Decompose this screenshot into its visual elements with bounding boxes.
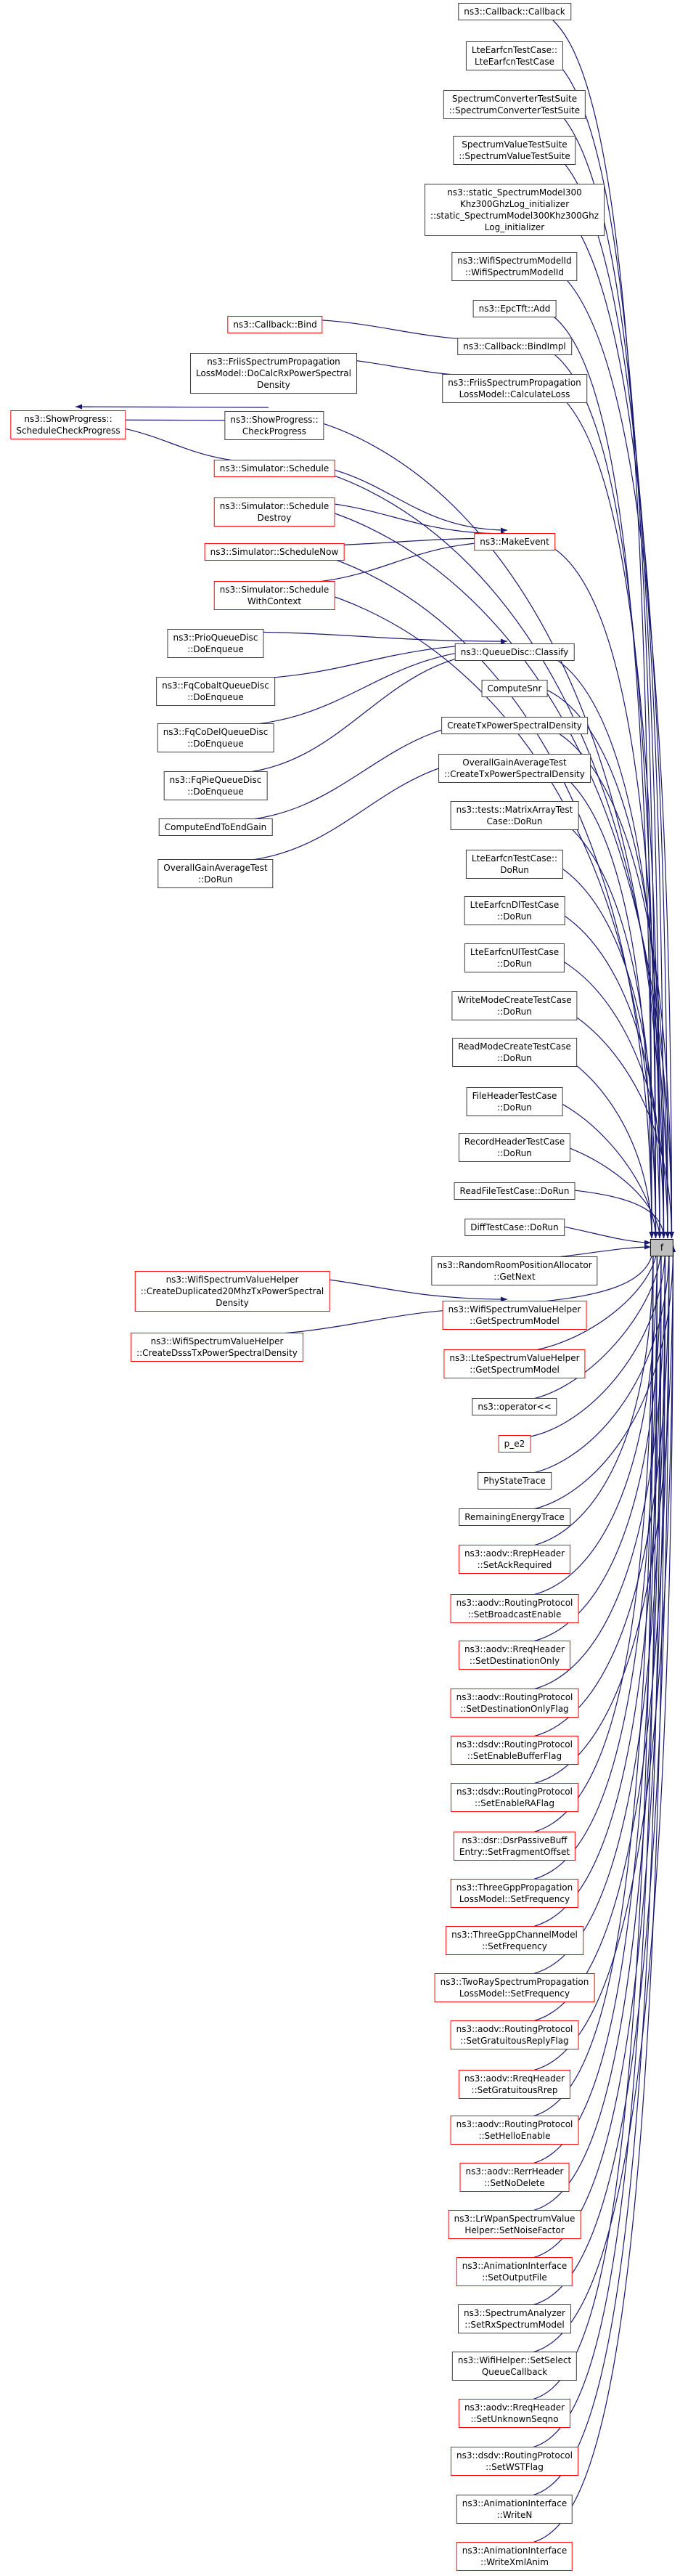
graph-node-makeevent[interactable] [474, 533, 555, 550]
graph-node-label: ns3::Simulator::Schedule [219, 585, 329, 595]
graph-node-ltespectrumvaluehelper-getspectrummodel[interactable] [443, 1349, 585, 1378]
graph-node-label: LossModel::SetFrequency [459, 1894, 570, 1904]
graph-node-queuedisc-classify[interactable] [455, 643, 575, 661]
graph-edge [221, 632, 507, 641]
graph-node-label: ns3::WifiHelper::SetSelect [457, 2355, 572, 2365]
graph-node-label: Case::DoRun [486, 816, 543, 826]
graph-node-label: ::WifiSpectrumModelId [465, 267, 564, 277]
graph-node-label: ns3::AnimationInterface [462, 2261, 568, 2271]
graph-node-writemodecreatetestcase-dorun[interactable] [451, 991, 577, 1020]
graph-node-label: ::SpectrumValueTestSuite [459, 151, 570, 161]
graph-node-label: ::SetFrequency [482, 1941, 547, 1951]
graph-node-label: ::DoEnqueue [187, 787, 244, 797]
graph-node-label: SpectrumValueTestSuite [462, 139, 568, 150]
graph-node-dsdv-setwstflag[interactable] [451, 2447, 578, 2476]
graph-node-label: LossModel::SetFrequency [459, 1988, 570, 1999]
graph-edge-arrowhead [669, 1232, 674, 1238]
graph-node-callback-bind[interactable] [227, 316, 322, 333]
graph-node-label: ns3::LrWpanSpectrumValue [454, 2214, 575, 2224]
graph-node-aodv-setgratuitousreplyflag[interactable] [451, 2020, 579, 2049]
graph-node-label: QueueCallback [481, 2367, 548, 2377]
graph-node-rrepheader-setackrequired[interactable] [459, 1545, 570, 1574]
graph-node-dsdv-setenablebufferflag[interactable] [451, 1736, 578, 1765]
graph-node-simulator-schedulewithcontext[interactable] [214, 581, 335, 610]
graph-node-label: ns3::AnimationInterface [462, 2498, 568, 2508]
graph-node-overallgainaveragetest-createtxpsd[interactable] [438, 754, 591, 783]
graph-edge-arrowhead [75, 405, 82, 410]
graph-node-label: LossModel::DoCalcRxPowerSpectral [196, 368, 351, 378]
graph-node-label: LteEarfcnUlTestCase [470, 947, 560, 957]
graph-node-label: Destroy [257, 513, 292, 523]
graph-node-label: ::CreateTxPowerSpectralDensity [444, 769, 585, 779]
graph-node-phystatetrace[interactable] [478, 1472, 552, 1490]
graph-node-remainingenergytrace[interactable] [459, 1508, 570, 1526]
graph-node-label: ::SetWSTFlag [486, 2462, 544, 2472]
graph-node-label: ::SetHelloEnable [478, 2131, 551, 2141]
graph-node-rreqheader-setgratuitousrrep[interactable] [459, 2070, 570, 2099]
graph-node-label: ns3::FqCoDelQueueDisc [163, 727, 269, 737]
graph-node-wifihelper-setselectqueuecallback[interactable] [452, 2352, 577, 2381]
graph-edge [520, 1246, 661, 1929]
graph-node-label: ns3::TwoRaySpectrumPropagation [440, 1977, 589, 1987]
graph-node-label: f [660, 1243, 664, 1253]
graph-node-simulator-scheduledestroy[interactable] [214, 497, 335, 527]
graph-node-label: ns3::dsr::DsrPassiveBuff [462, 1835, 568, 1845]
graph-node-label: ::DoRun [497, 911, 532, 922]
graph-node-wifispectrumvaluehelper-createdsss[interactable] [131, 1333, 303, 1362]
graph-node-animationinterface-writen[interactable] [456, 2495, 573, 2524]
graph-node-friis-calculateloss[interactable] [442, 374, 587, 403]
graph-node-lteearfcntestcase-dorun[interactable] [466, 850, 563, 879]
graph-node-label: ns3::aodv::RreqHeader [464, 1644, 565, 1654]
graph-node-label: ns3::aodv::RreqHeader [464, 2402, 565, 2413]
graph-node-label: CreateTxPowerSpectralDensity [447, 720, 582, 731]
graph-node-label: ::CreateDuplicated20MhzTxPowerSpectral [140, 1286, 324, 1296]
graph-node-label: OverallGainAverageTest [462, 757, 567, 768]
graph-node-label: ::SetOutputFile [482, 2272, 547, 2283]
graph-node-showprogress-checkprogress[interactable] [224, 411, 324, 440]
graph-node-friis-docalcrxpsd[interactable] [190, 353, 357, 394]
graph-node-createtxpowerspectraldensity[interactable] [441, 717, 588, 734]
graph-node-fqpiequeuedisc-doenqueue[interactable] [164, 771, 268, 800]
graph-node-label: ::SetAckRequired [477, 1560, 552, 1570]
graph-node-aodv-setbroadcastenable[interactable] [451, 1594, 579, 1623]
graph-node-label: DiffTestCase::DoRun [470, 1222, 559, 1232]
graph-node-label: ::SetGratuitousReplyFlag [460, 2036, 569, 2046]
graph-node-label: ns3::operator<< [478, 1402, 552, 1412]
graph-node-label: ns3::aodv::RerrHeader [465, 2166, 564, 2177]
graph-node-aodv-setdestinationonlyflag[interactable] [451, 1689, 579, 1718]
graph-node-label: ns3::dsdv::RoutingProtocol [456, 2450, 573, 2461]
graph-node-fqcodelqueuedisc-doenqueue[interactable] [157, 723, 274, 752]
graph-node-rreqheader-setunknownseqno[interactable] [459, 2399, 570, 2428]
graph-node-callback-bindimpl[interactable] [457, 338, 572, 355]
graph-node-operator-stream[interactable] [472, 1398, 557, 1415]
graph-node-fileheadertestcase-dorun[interactable] [467, 1087, 563, 1116]
graph-node-label: ns3::QueueDisc::Classify [460, 647, 569, 657]
graph-node-label: ns3::LteSpectrumValueHelper [449, 1353, 580, 1363]
graph-node-label: ::SetUnknownSeqno [470, 2414, 559, 2424]
graph-node-label: WithContext [247, 596, 302, 606]
graph-node-label: ::SetGratuitousRrep [471, 2085, 558, 2095]
graph-node-label: ::WriteXmlAnim [480, 2557, 549, 2567]
graph-node-dsr-setfragmentoffset[interactable] [454, 1832, 575, 1861]
graph-edge-arrowhead [658, 1232, 663, 1238]
graph-node-label: Log_initializer [484, 222, 545, 232]
graph-node-label: FileHeaderTestCase [472, 1091, 557, 1101]
graph-node-label: Density [257, 380, 290, 390]
graph-node-simulator-schedulenow[interactable] [205, 543, 345, 561]
graph-node-label: ::GetSpectrumModel [470, 1316, 560, 1326]
graph-node-label: ReadModeCreateTestCase [458, 1041, 571, 1052]
graph-node-aodv-sethelloenable[interactable] [451, 2116, 579, 2145]
graph-node-label: ::DoEnqueue [187, 692, 244, 702]
graph-edge-arrowhead [653, 1232, 658, 1238]
graph-node-label: ::DoEnqueue [187, 739, 244, 749]
graph-node-overallgainaveragetest-dorun[interactable] [157, 859, 273, 888]
graph-node-lteearfcndltestcase-dorun[interactable] [464, 896, 565, 925]
graph-node-label: ns3::Simulator::Schedule [219, 501, 329, 511]
graph-node-tworay-setfrequency[interactable] [435, 1973, 595, 2002]
graph-node-label: ::static_SpectrumModel300Khz300Ghz [430, 211, 599, 221]
graph-node-threegppchannel-setfrequency[interactable] [446, 1926, 583, 1955]
graph-node-label: ns3::aodv::RoutingProtocol [456, 2024, 573, 2034]
graph-node-label: DoRun [500, 865, 529, 875]
graph-node-label: ::DoRun [497, 959, 532, 969]
graph-node-prioqueuedisc-doenqueue[interactable] [167, 629, 263, 658]
graph-node-matrixarraytestcase-dorun[interactable] [451, 801, 579, 830]
graph-node-recordheadertestcase-dorun[interactable] [459, 1133, 570, 1162]
graph-node-label: ::DoRun [497, 1102, 532, 1113]
graph-node-label: ComputeEndToEndGain [164, 822, 267, 832]
graph-node-label: Khz300GhzLog_initializer [459, 199, 570, 209]
graph-node-label: ::CreateDsssTxPowerSpectralDensity [136, 1348, 298, 1358]
graph-node-wifispectrumvaluehelper-create20mhz[interactable] [135, 1271, 330, 1312]
graph-node-label: ns3::RandomRoomPositionAllocator [437, 1260, 592, 1270]
graph-node-simulator-schedule[interactable] [214, 460, 335, 477]
graph-node-animationinterface-writexmlanim[interactable] [456, 2542, 573, 2571]
graph-node-label: ns3::dsdv::RoutingProtocol [456, 1739, 573, 1750]
graph-node-label: ::WriteN [496, 2510, 533, 2520]
graph-node-epctft-add[interactable] [473, 300, 557, 317]
graph-node-label: ns3::MakeEvent [480, 537, 549, 547]
graph-node-label: ns3::ShowProgress:: [24, 414, 112, 424]
graph-node-label: ns3::FqCobaltQueueDisc [162, 680, 269, 691]
graph-node-label: ::SpectrumConverterTestSuite [448, 105, 581, 115]
graph-node-label: ::SetEnableRAFlag [475, 1798, 554, 1808]
graph-node-f [650, 1239, 673, 1256]
graph-node-label: ns3::aodv::RoutingProtocol [456, 1692, 573, 1702]
graph-node-label: LossModel::CalculateLoss [459, 389, 570, 399]
graph-edge-arrowhead [661, 1232, 666, 1238]
graph-node-computeendtoendgain[interactable] [159, 818, 273, 836]
graph-node-label: ns3::ThreeGppChannelModel [451, 1930, 578, 1940]
graph-node-readmodecreatetestcase-dorun[interactable] [452, 1038, 577, 1067]
graph-node-rerrheader-setnodelete[interactable] [460, 2163, 570, 2192]
graph-node-label: ns3::PrioQueueDisc [173, 633, 258, 643]
graph-node-spectrumconverter-testsuite[interactable] [443, 90, 586, 119]
graph-node-label: ns3::ShowProgress:: [230, 415, 319, 425]
graph-node-showprogress-schedulecheckprogress[interactable] [10, 410, 126, 439]
graph-node-animationinterface-setoutputfile[interactable] [456, 2257, 573, 2286]
graph-node-difftestcase-dorun[interactable] [464, 1219, 565, 1236]
graph-node-label: ns3::aodv::RrepHeader [464, 1548, 565, 1559]
graph-node-label: ns3::WifiSpectrumValueHelper [150, 1336, 284, 1346]
graph-node-label: ns3::aodv::RoutingProtocol [456, 2119, 573, 2129]
graph-node-label: ns3::Simulator::ScheduleNow [210, 547, 339, 557]
graph-node-label: ns3::tests::MatrixArrayTest [456, 805, 573, 815]
graph-node-label: ns3::SpectrumAnalyzer [464, 2308, 565, 2318]
graph-node-label: RecordHeaderTestCase [464, 1137, 565, 1147]
graph-node-label: ns3::FriisSpectrumPropagation [448, 378, 581, 388]
graph-node-label: ns3::aodv::RreqHeader [464, 2073, 565, 2084]
graph-node-label: LteEarfcnTestCase [474, 57, 555, 67]
graph-node-lrwpan-setnoisefactor[interactable] [448, 2210, 581, 2239]
graph-node-label: p_e2 [504, 1439, 525, 1449]
graph-node-label: ::GetNext [493, 1272, 536, 1282]
graph-node-lteearfcn-ctor[interactable] [466, 41, 563, 70]
graph-node-label: ns3::Simulator::Schedule [219, 463, 329, 474]
graph-node-dsdv-setenableraflag[interactable] [451, 1783, 578, 1812]
graph-node-label: ::GetSpectrumModel [470, 1365, 560, 1375]
graph-node-label: LteEarfcnDlTestCase [470, 900, 560, 910]
graph-node-label: ::SetRxSpectrumModel [464, 2320, 565, 2330]
graph-node-label: ns3::Callback::Bind [233, 320, 317, 330]
graph-node-label: CheckProgress [242, 426, 307, 436]
graph-node-label: ::DoRun [497, 1007, 532, 1017]
graph-edge-arrowhead [650, 1232, 655, 1238]
graph-node-readfiletestcase-dorun[interactable] [454, 1182, 575, 1200]
graph-node-label: ns3::FriisSpectrumPropagation [207, 357, 340, 367]
graph-node-label: ns3::AnimationInterface [462, 2545, 568, 2556]
graph-node-label: ns3::Callback::BindImpl [463, 341, 566, 352]
graph-node-label: ns3::FqPieQueueDisc [169, 775, 262, 785]
graph-node-spectrumanalyzer-setrxspectrummodel[interactable] [458, 2304, 571, 2333]
graph-node-label: WriteModeCreateTestCase [457, 995, 572, 1005]
graph-node-lteearfcnultestcase-dorun[interactable] [464, 943, 565, 972]
graph-node-callback-callback[interactable] [458, 3, 571, 20]
graph-node-label: SpectrumConverterTestSuite [451, 94, 578, 104]
graph-node-label: ns3::EpcTft::Add [478, 304, 551, 314]
graph-node-label: Density [216, 1298, 249, 1308]
graph-node-threegppprop-setfrequency[interactable] [451, 1879, 578, 1908]
graph-node-label: ns3::ThreeGppPropagation [456, 1882, 573, 1893]
graph-node-label: LteEarfcnTestCase:: [471, 45, 558, 55]
graph-node-wifispectrummodelid[interactable] [451, 252, 577, 281]
graph-node-spectrumvalue-testsuite[interactable] [453, 136, 575, 165]
graph-node-label: ::DoRun [198, 874, 233, 885]
graph-node-label: PhyStateTrace [483, 1476, 546, 1486]
graph-node-label: ::SetBroadcastEnable [467, 1609, 562, 1620]
graph-node-computesnr[interactable] [482, 680, 548, 697]
graph-node-label: ns3::aodv::RoutingProtocol [456, 1598, 573, 1608]
graph-node-label: ReadFileTestCase::DoRun [459, 1186, 570, 1196]
graph-node-label: Entry::SetFragmentOffset [459, 1847, 570, 1857]
graph-node-label: ::SetDestinationOnlyFlag [460, 1704, 569, 1714]
graph-node-label: ns3::Callback::Callback [464, 7, 565, 17]
graph-node-label: ComputeSnr [487, 683, 542, 694]
graph-node-label: ns3::static_SpectrumModel300 [447, 187, 582, 198]
graph-edge-arrowhead [665, 1232, 671, 1238]
graph-node-wifispectrumvaluehelper-getspectrummodel[interactable] [443, 1301, 587, 1330]
graph-node-randomroompositionallocator-getnext[interactable] [431, 1256, 597, 1285]
graph-node-label: ns3::WifiSpectrumModelId [457, 256, 572, 266]
graph-node-label: ::SetEnableBufferFlag [467, 1751, 562, 1761]
graph-node-label: ns3::dsdv::RoutingProtocol [456, 1787, 573, 1797]
graph-node-rreqheader-setdestinationonly[interactable] [459, 1641, 570, 1670]
graph-node-p-e2[interactable] [499, 1435, 531, 1452]
graph-node-label: ::SetNoDelete [484, 2178, 545, 2188]
graph-node-fqcobaltqueuedisc-doenqueue[interactable] [156, 677, 275, 706]
graph-node-label: RemainingEnergyTrace [464, 1512, 565, 1522]
graph-node-label: Helper::SetNoiseFactor [464, 2225, 565, 2235]
graph-node-label: ::DoRun [497, 1148, 532, 1158]
graph-node-label: ::DoRun [497, 1053, 532, 1063]
graph-node-label: LteEarfcnTestCase:: [471, 853, 558, 864]
graph-node-label: ns3::WifiSpectrumValueHelper [165, 1275, 299, 1285]
graph-node-label: ns3::WifiSpectrumValueHelper [448, 1304, 581, 1315]
graph-node-static-spectrummodel-initializer[interactable] [425, 184, 605, 236]
graph-node-label: ::DoEnqueue [187, 644, 244, 654]
graph-node-label: ::SetDestinationOnly [469, 1656, 560, 1666]
graph-node-label: ScheduleCheckProgress [16, 426, 120, 436]
graph-node-label: OverallGainAverageTest [163, 863, 268, 873]
